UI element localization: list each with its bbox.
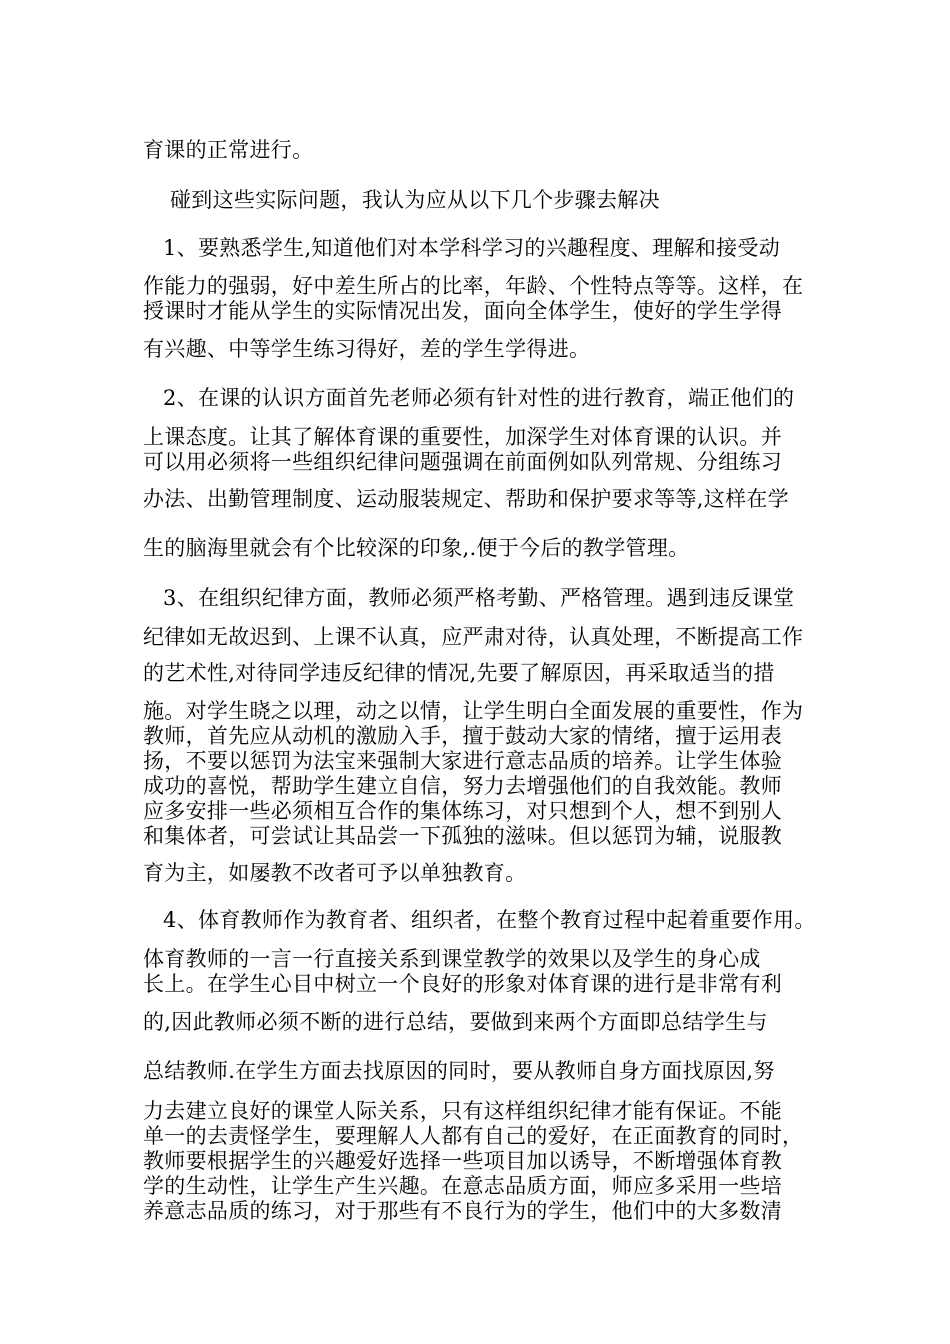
text-line: 办法、出勤管理制度、运动服装规定、帮助和保护要求等等,这样在学 xyxy=(143,487,789,511)
text-line: 碰到这些实际问题，我认为应从以下几个步骤去解决 xyxy=(170,188,660,212)
text-line: 养意志品质的练习，对于那些有不良行为的学生，他们中的大多数清 xyxy=(143,1199,782,1223)
text-line: 作能力的强弱，好中差生所占的比率，年龄、个性特点等等。这样，在 xyxy=(143,274,804,298)
text-line: 纪律如无故迟到、上课不认真，应严肃对待，认真处理，不断提高工作 xyxy=(143,625,804,649)
text-line: 扬，不要以惩罚为法宝来强制大家进行意志品质的培养。让学生体验 xyxy=(143,749,782,773)
text-line: 应多安排一些必须相互合作的集体练习，对只想到个人，想不到别人 xyxy=(143,799,782,823)
text-line: 施。对学生晓之以理，动之以情，让学生明白全面发展的重要性，作为 xyxy=(143,699,804,723)
text-line: 有兴趣、中等学生练习得好，差的学生学得进。 xyxy=(143,337,591,361)
text-line: 总结教师.在学生方面去找原因的同时，要从教师自身方面找原因,努 xyxy=(143,1059,775,1083)
text-line: 的艺术性,对待同学违反纪律的情况,先要了解原因，再采取适当的措 xyxy=(143,661,775,685)
text-line: 力去建立良好的课堂人际关系，只有这样组织纪律才能有保证。不能 xyxy=(143,1099,782,1123)
text-line: 长上。在学生心目中树立一个良好的形象对体育课的进行是非常有利 xyxy=(143,972,782,996)
text-line: 成功的喜悦，帮助学生建立自信，努力去增强他们的自我效能。教师 xyxy=(143,774,782,798)
text-line: 和集体者，可尝试让其品尝一下孤独的滋味。但以惩罚为辅，说服教 xyxy=(143,824,782,848)
text-line: 生的脑海里就会有个比较深的印象,.便于今后的教学管理。 xyxy=(143,536,690,560)
text-line: 1、要熟悉学生,知道他们对本学科学习的兴趣程度、理解和接受动 xyxy=(163,236,781,260)
text-line: 育为主，如屡教不改者可予以单独教育。 xyxy=(143,861,527,885)
text-line: 教师要根据学生的兴趣爱好选择一些项目加以诱导，不断增强体育教 xyxy=(143,1149,782,1173)
text-line: 教师，首先应从动机的激励入手，擅于鼓动大家的情绪，擅于运用表 xyxy=(143,724,782,748)
text-line: 育课的正常进行。 xyxy=(143,138,314,162)
text-line: 单一的去责怪学生，要理解人人都有自己的爱好，在正面教育的同时， xyxy=(143,1124,804,1148)
text-line: 授课时才能从学生的实际情况出发，面向全体学生，使好的学生学得 xyxy=(143,299,782,323)
text-line: 上课态度。让其了解体育课的重要性，加深学生对体育课的认识。并 xyxy=(143,425,782,449)
text-line: 可以用必须将一些组织纪律问题强调在前面例如队列常规、分组练习 xyxy=(143,450,782,474)
text-line: 体育教师的一言一行直接关系到课堂教学的效果以及学生的身心成 xyxy=(143,947,761,971)
text-line: 4、体育教师作为教育者、组织者，在整个教育过程中起着重要作用。 xyxy=(163,908,816,932)
text-line: 的,因此教师必须不断的进行总结，要做到来两个方面即总结学生与 xyxy=(143,1010,768,1034)
text-line: 学的生动性，让学生产生兴趣。在意志品质方面，师应多采用一些培 xyxy=(143,1174,782,1198)
text-line: 3、在组织纪律方面，教师必须严格考勤、严格管理。遇到违反课堂 xyxy=(163,586,795,610)
text-line: 2、在课的认识方面首先老师必须有针对性的进行教育，端正他们的 xyxy=(163,386,795,410)
